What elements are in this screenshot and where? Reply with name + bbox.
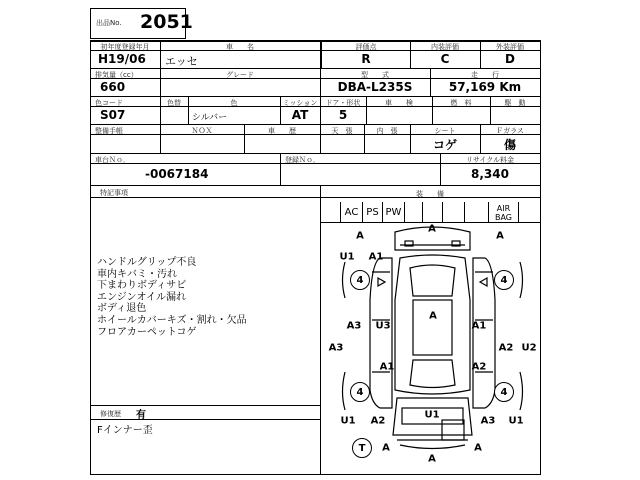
equipment-ps: PS bbox=[362, 202, 382, 222]
remark-item: ホイールカバーキズ・割れ・欠品 bbox=[97, 314, 247, 326]
damage-mark: A3 bbox=[346, 320, 362, 332]
seat: コゲ bbox=[432, 138, 457, 152]
damage-mark: A bbox=[382, 442, 390, 454]
car-name-label: 車 名 bbox=[226, 43, 254, 51]
remark-item: 車内キバミ・汚れ bbox=[97, 268, 177, 280]
equipment-pw: PW bbox=[382, 202, 404, 222]
color-code-label: 色コード bbox=[95, 99, 123, 107]
tire-tread-mark: 4 bbox=[350, 270, 370, 290]
equipment-cell bbox=[464, 202, 488, 222]
mission: AT bbox=[291, 108, 309, 122]
damage-mark: U1 bbox=[424, 409, 440, 421]
remark-item: ボディ退色 bbox=[97, 303, 147, 315]
equipment-airbag-label: AIR BAG bbox=[494, 203, 513, 222]
glass-label: Ｆガラス bbox=[496, 127, 524, 135]
car-name: エッセ bbox=[165, 55, 198, 68]
displacement-label: 排気量（cc） bbox=[95, 71, 138, 79]
recycle-fee: 8,340 bbox=[471, 167, 509, 181]
displacement: 660 bbox=[100, 80, 126, 94]
repair-history-label: 修復歴 bbox=[100, 410, 121, 418]
glass: 傷 bbox=[503, 138, 516, 152]
damage-mark: A bbox=[428, 453, 436, 465]
damage-mark: A bbox=[496, 230, 504, 242]
damage-mark: A3 bbox=[480, 415, 496, 427]
damage-mark: A1 bbox=[368, 251, 384, 263]
damage-mark: A3 bbox=[328, 342, 344, 354]
damage-mark: A bbox=[429, 310, 437, 322]
manual-label: 整備手帳 bbox=[95, 127, 123, 135]
circled-mark: T bbox=[352, 438, 372, 458]
damage-mark: A bbox=[356, 230, 364, 242]
repair-history-value: 有 bbox=[136, 410, 146, 421]
inspection-label: 車 検 bbox=[385, 99, 413, 107]
score: R bbox=[361, 52, 371, 66]
repair-note: Fインナー歪 bbox=[97, 425, 153, 436]
tire-tread-mark: 4 bbox=[494, 382, 514, 402]
seat-label: シート bbox=[434, 127, 456, 135]
mission-label: ミッション bbox=[282, 99, 318, 107]
mileage: 57,169 Km bbox=[448, 80, 522, 94]
damage-mark: U1 bbox=[340, 415, 356, 427]
color-system-label: 色替 bbox=[167, 99, 181, 107]
tire-tread-mark: 4 bbox=[350, 382, 370, 402]
recycle-label: リサイクル料金 bbox=[465, 156, 515, 164]
color-label: 色 bbox=[230, 99, 238, 107]
remarks-list bbox=[97, 257, 247, 338]
doors-label: ドア・形状 bbox=[325, 99, 361, 107]
damage-mark: A2 bbox=[370, 415, 386, 427]
remark-item: 下まわりボディサビ bbox=[97, 280, 187, 292]
equipment-cell bbox=[422, 202, 442, 222]
color-code: S07 bbox=[100, 108, 126, 122]
exterior-grade: D bbox=[505, 52, 515, 66]
damage-mark: A1 bbox=[379, 361, 395, 373]
color-system: シルバー bbox=[192, 113, 228, 123]
inner-label: 内 張 bbox=[376, 127, 398, 135]
damage-mark: U1 bbox=[339, 251, 355, 263]
equipment-cell bbox=[442, 202, 464, 222]
mileage-label: 走 行 bbox=[471, 71, 499, 79]
interior-label: 内装評価 bbox=[431, 43, 459, 51]
equipment-cell bbox=[404, 202, 422, 222]
reg-year-label: 初年度登録年月 bbox=[100, 43, 150, 51]
lot-number: 2051 bbox=[140, 11, 193, 33]
damage-mark: U3 bbox=[375, 320, 391, 332]
model-code: DBA-L235S bbox=[337, 80, 413, 94]
remark-item: ハンドルグリップ不良 bbox=[97, 257, 197, 268]
damage-mark: A2 bbox=[471, 361, 487, 373]
damage-mark: A bbox=[428, 223, 436, 235]
interior-grade: C bbox=[440, 52, 450, 66]
exterior-label: 外装評価 bbox=[496, 43, 524, 51]
grade-label: グレード bbox=[226, 71, 254, 79]
damage-mark: A2 bbox=[498, 342, 514, 354]
model-label: 型 式 bbox=[361, 71, 389, 79]
remark-item: エンジンオイル漏れ bbox=[97, 291, 186, 303]
tire-tread-mark: 4 bbox=[494, 270, 514, 290]
equipment-ac: AC bbox=[340, 202, 362, 222]
fuel-label: 燃 料 bbox=[450, 99, 472, 107]
damage-mark: U2 bbox=[521, 342, 537, 354]
reg-no-label: 登録Ｎｏ． bbox=[285, 156, 320, 164]
equipment-airbag bbox=[488, 202, 518, 222]
doors: 5 bbox=[338, 108, 348, 122]
equipment-cell bbox=[320, 202, 340, 222]
ceiling-label: 天 張 bbox=[331, 127, 353, 135]
history-label: 車 歴 bbox=[268, 127, 296, 135]
nox-label: ＮＯＸ bbox=[191, 127, 213, 135]
equipment-label: 装 備 bbox=[416, 190, 444, 198]
remarks-label: 特記事項 bbox=[100, 189, 128, 197]
damage-mark: U1 bbox=[508, 415, 524, 427]
damage-mark: A bbox=[474, 442, 482, 454]
remark-item: フロアカーペットコゲ bbox=[97, 326, 197, 338]
chassis-label: 車台Ｎｏ． bbox=[95, 156, 130, 164]
chassis-number: -0067184 bbox=[145, 167, 209, 181]
damage-mark: A1 bbox=[471, 320, 487, 332]
drive-label: 駆 動 bbox=[504, 99, 526, 107]
reg-year: H19/06 bbox=[98, 52, 146, 66]
lot-number-label: 出品No. bbox=[96, 19, 122, 27]
score-label: 評価点 bbox=[355, 43, 377, 51]
